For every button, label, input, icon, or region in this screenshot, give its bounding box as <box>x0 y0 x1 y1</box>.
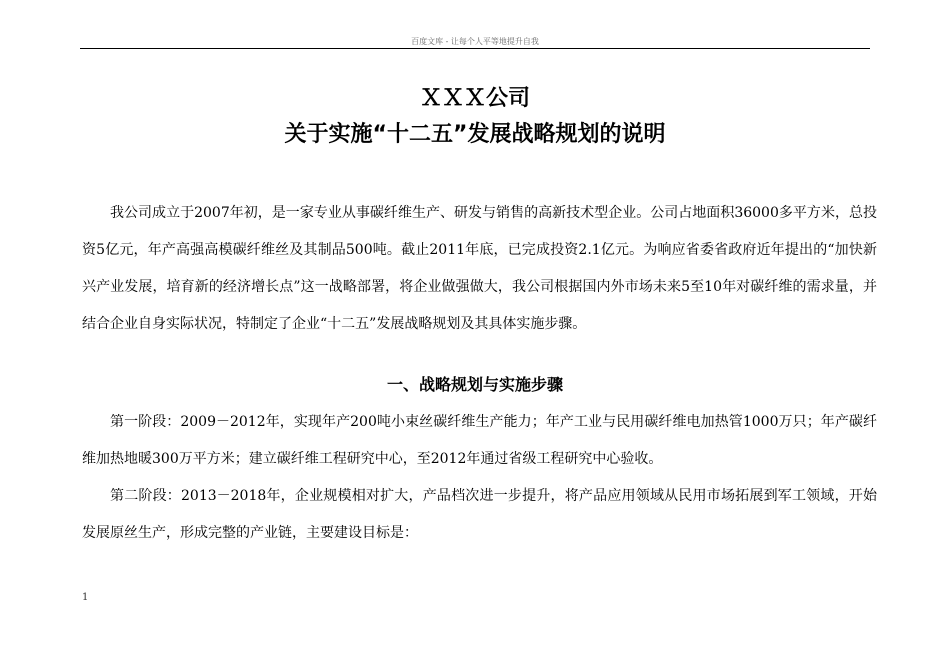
page-number: 1 <box>82 592 89 603</box>
header-divider <box>80 48 870 49</box>
stages-section <box>82 404 877 552</box>
page-header-text: 百度文库 - 让每个人平等地提升自我 <box>411 37 539 46</box>
document-title-company: ＸＸＸ公司 <box>419 86 530 111</box>
intro-paragraph: 我公司成立于2007年初，是一家专业从事碳纤维生产、研发与销售的高新技术型企业。公司占地面积36000多平方米，总投资5亿元，年产高强高模碳纤维丝及其制品500吨。截止2011年底，已完成投资2.1亿元。为响应省委省政府近年提出的“加快新兴产业发展，培育新的经济增长点”这一战略部署，将企业做强做大，我公司根据国内外市场未来5至10年对碳纤维的需求量，并结合企业自身实际状况，特制定了企业“十二五”发展战略规划及其具体实施步骤。 <box>82 205 877 332</box>
document-title-subject: 关于实施“十二五”发展战略规划的说明 <box>284 122 666 147</box>
section-heading: 一、战略规划与实施步骤 <box>386 375 563 394</box>
stage1-paragraph: 第一阶段：2009－2012年，实现年产200吨小束丝碳纤维生产能力；年产工业与民用碳纤维电加热管1000万只；年产碳纤维加热地暖300万平方米；建立碳纤维工程研究中心，至2012年通过省级工程研究中心验收。 <box>82 414 877 467</box>
intro-section <box>82 195 877 343</box>
stage2-paragraph: 第二阶段：2013－2018年，企业规模相对扩大，产品档次进一步提升，将产品应用领域从民用市场拓展到军工领域，开始发展原丝生产，形成完整的产业链，主要建设目标是： <box>82 488 877 541</box>
